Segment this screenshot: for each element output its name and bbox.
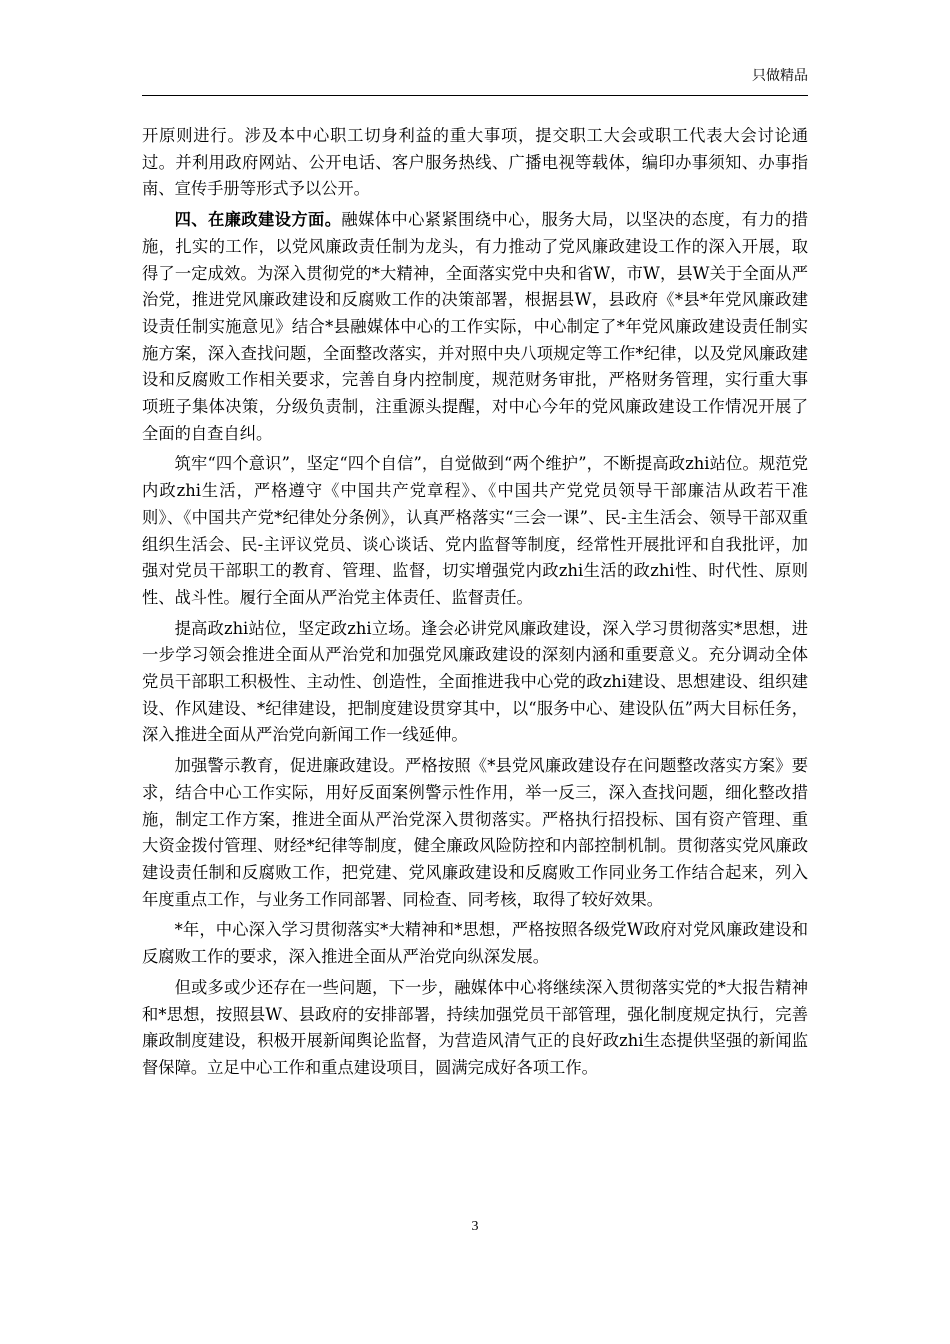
paragraph-7-text: 但或多或少还存在一些问题，下一步，融媒体中心将继续深入贯彻落实党的*大报告精神和*思想，按照县W、县政府的安排部署，持续加强党员干部管理，强化制度规定执行，完善廉政制度建设，积极开展新闻舆论监督，为营造风清气正的良好政zhi生态提供坚强的新闻监督保障。立足中心工作和重点建设项目，圆满完成好各项工作。: [142, 977, 808, 1077]
paragraph-1-text: 开原则进行。涉及本中心职工切身利益的重大事项，提交职工大会或职工代表大会讨论通过。并利用政府网站、公开电话、客户服务热线、广播电视等载体，编印办事须知、办事指南、宣传手册等形式予以公开。: [142, 126, 808, 199]
paragraph-1: [142, 123, 808, 203]
paragraph-5: [142, 753, 808, 913]
paragraph-3: [142, 451, 808, 611]
paragraph-2-text: 融媒体中心紧紧围绕中心，服务大局，以坚决的态度，有力的措施，扎实的工作，以党风廉政责任制为龙头，有力推动了党风廉政建设工作的深入开展，取得了一定成效。为深入贯彻党的*大精神，全面落实党中央和省W，市W，县W关于全面从严治党，推进党风廉政建设和反腐败工作的决策部署，根据县W，县政府《*县*年党风廉政建设责任制实施意见》结合*县融媒体中心的工作实际，中心制定了*年党风廉政建设责任制实施方案，深入查找问题，全面整改落实，并对照中央八项规定等工作*纪律，以及党风廉政建设和反腐败工作相关要求，完善自身内控制度，规范财务审批，严格财务管理，实行重大事项班子集体决策，分级负责制，注重源头提醒，对中心今年的党风廉政建设工作情况开展了全面的自查自纠。: [142, 210, 808, 443]
paragraph-5-text: 加强警示教育，促进廉政建设。严格按照《*县党风廉政建设存在问题整改落实方案》要求，结合中心工作实际，用好反面案例警示性作用，举一反三，深入查找问题，细化整改措施，制定工作方案，推进全面从严治党深入贯彻落实。严格执行招投标、国有资产管理、重大资金拨付管理、财经*纪律等制度，健全廉政风险防控和内部控制机制。贯彻落实党风廉政建设责任制和反腐败工作，把党建、党风廉政建设和反腐败工作同业务工作结合起来，列入年度重点工作，与业务工作同部署、同检查、同考核，取得了较好效果。: [142, 756, 808, 909]
section-heading: 四、在廉政建设方面。: [174, 210, 342, 230]
paragraph-2: [142, 207, 808, 447]
paragraph-3-text: 筑牢“四个意识”，坚定“四个自信”，自觉做到“两个维护”，不断提高政zhi站位。规范党内政zhi生活，严格遵守《中国共产党章程》、《中国共产党党员领导干部廉洁从政若干准则》、《中国共产党*纪律处分条例》，认真严格落实“三会一课”、民-主生活会、领导干部双重组织生活会、民-主评议党员、谈心谈话、党内监督等制度，经常性开展批评和自我批评，加强对党员干部职工的教育、管理、监督，切实增强党内政zhi生活的政zhi性、时代性、原则性、战斗性。履行全面从严治党主体责任、监督责任。: [142, 454, 808, 607]
paragraph-6: [142, 917, 808, 970]
paragraph-7: [142, 975, 808, 1082]
header-rule: [142, 95, 808, 96]
header-label: 只做精品: [752, 68, 808, 84]
document-body: [142, 123, 808, 1086]
paragraph-6-text: *年，中心深入学习贯彻落实*大精神和*思想，严格按照各级党W政府对党风廉政建设和反腐败工作的要求，深入推进全面从严治党向纵深发展。: [142, 920, 808, 967]
paragraph-4: [142, 616, 808, 750]
paragraph-4-text: 提高政zhi站位，坚定政zhi立场。逢会必讲党风廉政建设，深入学习贯彻落实*思想，进一步学习领会推进全面从严治党和加强党风廉政建设的深刻内涵和重要意义。充分调动全体党员干部职工积极性、主动性、创造性，全面推进我中心党的政zhi建设、思想建设、组织建设、作风建设、*纪律建设，把制度建设贯穿其中，以“服务中心、建设队伍”两大目标任务，深入推进全面从严治党向新闻工作一线延伸。: [142, 618, 808, 745]
page-number: 3: [471, 1219, 479, 1234]
